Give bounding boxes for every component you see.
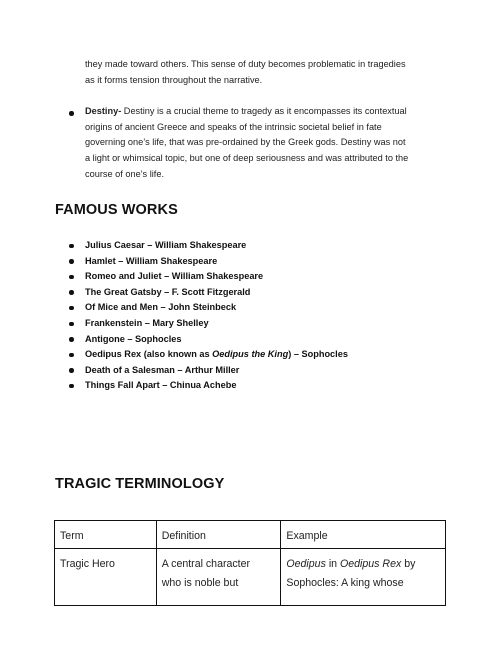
bullet-icon: [69, 244, 74, 249]
bullet-icon: [69, 275, 74, 280]
list-item: Hamlet – William Shakespeare: [68, 254, 348, 270]
bullet-icon: [69, 353, 74, 358]
paragraph-line: they made toward others. This sense of duty becomes problematic in tragedies: [85, 59, 406, 69]
paragraph-text: Destiny is a crucial theme to tragedy as it encompasses its contextual: [121, 106, 407, 116]
paragraph-line: [85, 104, 408, 120]
list-item: Romeo and Juliet – William Shakespeare: [68, 269, 348, 285]
column-header: Term: [55, 521, 157, 549]
list-item: Frankenstein – Mary Shelley: [68, 316, 348, 332]
destiny-paragraph: [85, 104, 408, 183]
paragraph-line: as it forms tension throughout the narrative.: [85, 74, 263, 85]
bullet-icon: [69, 111, 74, 116]
list-item: Julius Caesar – William Shakespeare: [68, 238, 348, 254]
column-header: Example: [281, 521, 446, 549]
column-header: Definition: [156, 521, 281, 549]
destiny-term: Destiny-: [85, 106, 122, 116]
paragraph-line: origins of ancient Greece and speaks of the intrinsic societal belief in fate: [85, 121, 382, 132]
terminology-table: [54, 520, 446, 606]
term-cell: Tragic Hero: [55, 549, 157, 606]
bullet-icon: [69, 290, 74, 295]
paragraph-line: governing one’s life, that was pre-ordained by the Greek gods. Destiny was not: [85, 137, 406, 148]
list-item: Things Fall Apart – Chinua Achebe: [68, 378, 348, 394]
bullet-icon: [69, 306, 74, 311]
example-cell: Oedipus in Oedipus Rex by Sophocles: A king whose: [281, 549, 446, 606]
bullet-icon: [69, 322, 74, 327]
duty-paragraph: [85, 57, 406, 88]
bullet-icon: [69, 337, 74, 342]
bullet-icon: [69, 368, 74, 373]
bullet-icon: [69, 384, 74, 389]
paragraph-line: a light or whimsical topic, but one of deep seriousness and was attributed to the: [85, 153, 409, 164]
list-item: Of Mice and Men – John Steinbeck: [68, 300, 348, 316]
list-item: Antigone – Sophocles: [68, 332, 348, 348]
list-item: Oedipus Rex (also known as Oedipus the King) – Sophocles: [68, 347, 348, 363]
table-header-row: [55, 521, 446, 549]
bullet-icon: [69, 259, 74, 264]
definition-cell: A central character who is noble but: [156, 549, 281, 606]
list-item: Death of a Salesman – Arthur Miller: [68, 363, 348, 379]
tragic-terminology-heading: TRAGIC TERMINOLOGY: [55, 476, 225, 492]
famous-works-list: [68, 238, 348, 394]
table-row: [55, 549, 446, 606]
list-item: The Great Gatsby – F. Scott Fitzgerald: [68, 285, 348, 301]
paragraph-line: course of one’s life.: [85, 168, 164, 179]
famous-works-heading: FAMOUS WORKS: [55, 202, 178, 218]
